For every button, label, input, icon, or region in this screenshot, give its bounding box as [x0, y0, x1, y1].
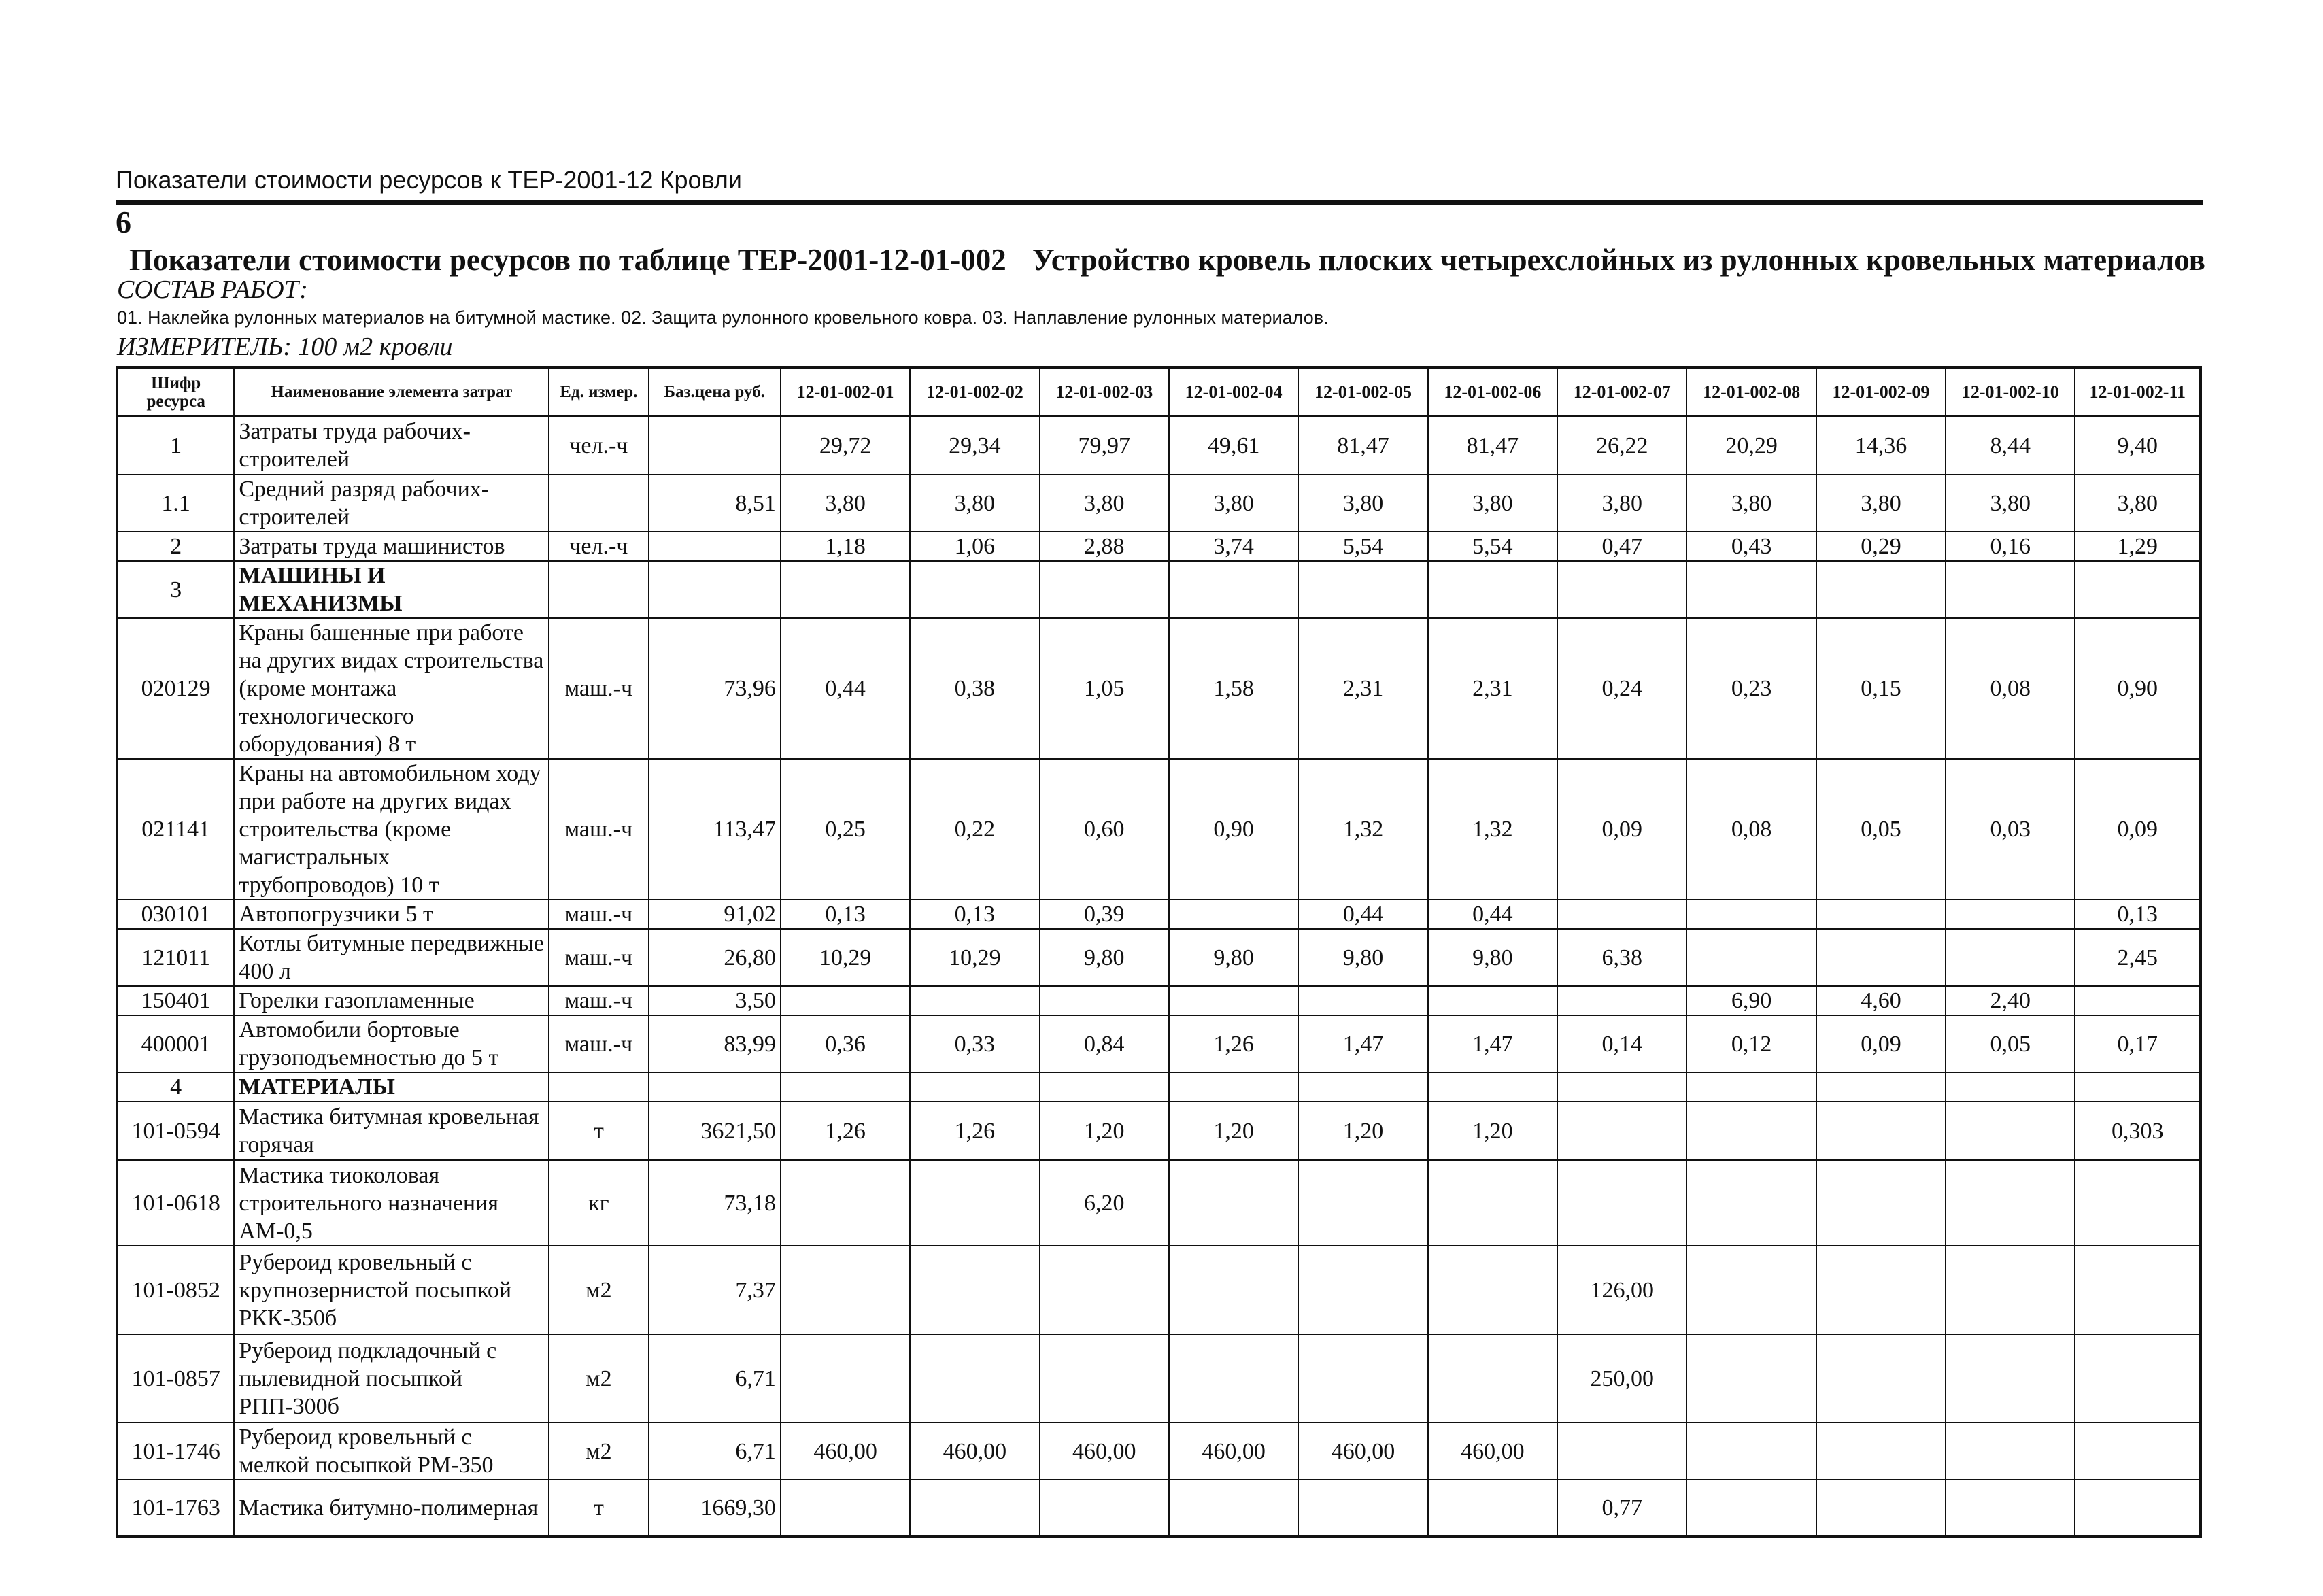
value-cell: 460,00 [1169, 1423, 1298, 1480]
header-name: Наименование элемента затрат [234, 367, 549, 416]
value-cell [1169, 1334, 1298, 1423]
resource-code: 150401 [117, 986, 234, 1015]
value-cell [1946, 1334, 2075, 1423]
value-cell [1169, 1246, 1298, 1334]
value-cell [781, 1072, 910, 1102]
header-col: 12-01-002-02 [910, 367, 1039, 416]
value-cell: 5,54 [1428, 532, 1557, 561]
value-cell: 3,80 [2075, 475, 2201, 532]
value-cell: 0,44 [1428, 900, 1557, 929]
unit-cell: маш.-ч [549, 986, 648, 1015]
value-cell: 2,88 [1040, 532, 1169, 561]
value-cell [781, 1246, 910, 1334]
value-cell: 14,36 [1816, 416, 1946, 475]
table-row [117, 1015, 2201, 1072]
value-cell [1298, 986, 1427, 1015]
value-cell: 460,00 [1040, 1423, 1169, 1480]
header-col: 12-01-002-07 [1557, 367, 1686, 416]
value-cell: 3,80 [1298, 475, 1427, 532]
unit-cell [549, 1072, 648, 1102]
value-cell: 0,08 [1686, 759, 1816, 900]
price-cell: 91,02 [649, 900, 781, 929]
value-cell [1298, 1334, 1427, 1423]
value-cell [1557, 1160, 1686, 1246]
value-cell: 2,40 [1946, 986, 2075, 1015]
value-cell: 0,13 [781, 900, 910, 929]
value-cell: 0,90 [2075, 618, 2201, 759]
unit-cell: маш.-ч [549, 900, 648, 929]
value-cell: 2,31 [1428, 618, 1557, 759]
value-cell: 0,05 [1816, 759, 1946, 900]
resource-code: 400001 [117, 1015, 234, 1072]
resource-name: Горелки газопламенные [234, 986, 549, 1015]
table-header-row [117, 367, 2201, 416]
value-cell: 1,26 [781, 1102, 910, 1160]
value-cell: 0,16 [1946, 532, 2075, 561]
value-cell: 0,33 [910, 1015, 1039, 1072]
value-cell: 0,23 [1686, 618, 1816, 759]
value-cell: 3,80 [1816, 475, 1946, 532]
value-cell: 6,90 [1686, 986, 1816, 1015]
value-cell: 1,18 [781, 532, 910, 561]
value-cell [910, 1246, 1039, 1334]
unit-cell: маш.-ч [549, 759, 648, 900]
value-cell: 0,39 [1040, 900, 1169, 929]
table-row [117, 759, 2201, 900]
table-row [117, 1480, 2201, 1537]
price-cell: 3621,50 [649, 1102, 781, 1160]
works-description: 01. Наклейка рулонных материалов на битумной мастике. 02. Защита рулонного кровельного ковра. 03. Наплавление рулонных материалов. [117, 307, 1329, 328]
value-cell [2075, 561, 2201, 618]
table-row [117, 475, 2201, 532]
value-cell: 3,80 [1686, 475, 1816, 532]
price-cell: 73,96 [649, 618, 781, 759]
value-cell [1428, 1072, 1557, 1102]
value-cell: 0,44 [781, 618, 910, 759]
value-cell: 3,80 [781, 475, 910, 532]
value-cell [1686, 1334, 1816, 1423]
value-cell [1169, 561, 1298, 618]
value-cell [2075, 1334, 2201, 1423]
value-cell [1040, 1334, 1169, 1423]
value-cell [1298, 1246, 1427, 1334]
price-cell: 73,18 [649, 1160, 781, 1246]
resource-name: МАТЕРИАЛЫ [234, 1072, 549, 1102]
value-cell [910, 1160, 1039, 1246]
value-cell: 8,44 [1946, 416, 2075, 475]
table-body [117, 416, 2201, 1537]
resource-name: Котлы битумные передвижные 400 л [234, 929, 549, 986]
value-cell [910, 561, 1039, 618]
table-row [117, 532, 2201, 561]
value-cell [2075, 1246, 2201, 1334]
value-cell: 0,44 [1298, 900, 1427, 929]
value-cell: 49,61 [1169, 416, 1298, 475]
value-cell: 10,29 [910, 929, 1039, 986]
value-cell [1686, 900, 1816, 929]
resource-code: 020129 [117, 618, 234, 759]
value-cell: 0,03 [1946, 759, 2075, 900]
value-cell [1428, 1480, 1557, 1537]
value-cell [1428, 986, 1557, 1015]
table-row [117, 1246, 2201, 1334]
title-left: Показатели стоимости ресурсов по таблице ТЕР-2001-12-01-002 [129, 243, 1006, 277]
unit-cell: маш.-ч [549, 618, 648, 759]
header-unit: Ед. измер. [549, 367, 648, 416]
value-cell [1298, 1480, 1427, 1537]
unit-cell: маш.-ч [549, 929, 648, 986]
value-cell: 9,80 [1169, 929, 1298, 986]
value-cell [1169, 1480, 1298, 1537]
header-col: 12-01-002-10 [1946, 367, 2075, 416]
value-cell [1816, 1072, 1946, 1102]
value-cell: 6,38 [1557, 929, 1686, 986]
price-cell: 26,80 [649, 929, 781, 986]
value-cell: 0,60 [1040, 759, 1169, 900]
value-cell [1816, 1480, 1946, 1537]
value-cell [1169, 1072, 1298, 1102]
value-cell: 20,29 [1686, 416, 1816, 475]
value-cell: 9,80 [1298, 929, 1427, 986]
resource-name: Средний разряд рабочих-строителей [234, 475, 549, 532]
value-cell: 3,80 [1557, 475, 1686, 532]
value-cell [1428, 1160, 1557, 1246]
value-cell [2075, 1423, 2201, 1480]
resource-name: Краны на автомобильном ходу при работе на других видах строительства (кроме магистральных трубопроводов) 10 т [234, 759, 549, 900]
value-cell [1040, 1480, 1169, 1537]
value-cell [1298, 1072, 1427, 1102]
unit-cell [549, 561, 648, 618]
value-cell: 0,22 [910, 759, 1039, 900]
value-cell: 1,32 [1428, 759, 1557, 900]
value-cell [1040, 986, 1169, 1015]
value-cell: 1,29 [2075, 532, 2201, 561]
value-cell [1686, 1246, 1816, 1334]
unit-cell: чел.-ч [549, 532, 648, 561]
value-cell: 0,17 [2075, 1015, 2201, 1072]
value-cell [2075, 1480, 2201, 1537]
unit-cell: чел.-ч [549, 416, 648, 475]
value-cell: 5,54 [1298, 532, 1427, 561]
value-cell: 0,14 [1557, 1015, 1686, 1072]
value-cell [1946, 1102, 2075, 1160]
value-cell: 9,80 [1040, 929, 1169, 986]
value-cell [910, 986, 1039, 1015]
value-cell: 1,58 [1169, 618, 1298, 759]
value-cell: 81,47 [1428, 416, 1557, 475]
table-row [117, 1334, 2201, 1423]
value-cell: 3,80 [1169, 475, 1298, 532]
value-cell [910, 1480, 1039, 1537]
value-cell: 0,12 [1686, 1015, 1816, 1072]
value-cell [1040, 561, 1169, 618]
header-col: 12-01-002-04 [1169, 367, 1298, 416]
value-cell [1298, 1160, 1427, 1246]
value-cell: 10,29 [781, 929, 910, 986]
value-cell: 2,45 [2075, 929, 2201, 986]
price-cell: 3,50 [649, 986, 781, 1015]
price-cell [649, 416, 781, 475]
header-col: 12-01-002-11 [2075, 367, 2201, 416]
resource-name: Затраты труда рабочих-строителей [234, 416, 549, 475]
value-cell [1816, 1102, 1946, 1160]
resource-name: Затраты труда машинистов [234, 532, 549, 561]
value-cell [2075, 986, 2201, 1015]
table-row [117, 986, 2201, 1015]
unit-cell: кг [549, 1160, 648, 1246]
value-cell [781, 1160, 910, 1246]
resource-code: 101-1763 [117, 1480, 234, 1537]
unit-cell: т [549, 1102, 648, 1160]
value-cell: 29,72 [781, 416, 910, 475]
resource-code: 101-0594 [117, 1102, 234, 1160]
value-cell [1816, 1160, 1946, 1246]
value-cell [1686, 1072, 1816, 1102]
header-rule [116, 200, 2203, 205]
value-cell: 460,00 [781, 1423, 910, 1480]
value-cell [1428, 1246, 1557, 1334]
value-cell: 1,47 [1298, 1015, 1427, 1072]
unit-cell: м2 [549, 1334, 648, 1423]
table-row [117, 1072, 2201, 1102]
resource-code: 021141 [117, 759, 234, 900]
value-cell: 0,09 [1557, 759, 1686, 900]
resource-code: 3 [117, 561, 234, 618]
value-cell: 0,36 [781, 1015, 910, 1072]
unit-cell: м2 [549, 1423, 648, 1480]
value-cell: 1,32 [1298, 759, 1427, 900]
value-cell [1816, 900, 1946, 929]
header-col: 12-01-002-06 [1428, 367, 1557, 416]
value-cell: 1,20 [1298, 1102, 1427, 1160]
table-row [117, 929, 2201, 986]
value-cell [1816, 929, 1946, 986]
resource-code: 101-0852 [117, 1246, 234, 1334]
value-cell: 126,00 [1557, 1246, 1686, 1334]
value-cell: 0,29 [1816, 532, 1946, 561]
measure-label: ИЗМЕРИТЕЛЬ: 100 м2 кровли [117, 333, 453, 361]
value-cell [781, 986, 910, 1015]
value-cell [2075, 1160, 2201, 1246]
value-cell: 0,84 [1040, 1015, 1169, 1072]
value-cell [781, 1334, 910, 1423]
value-cell: 2,31 [1298, 618, 1427, 759]
value-cell [1169, 986, 1298, 1015]
value-cell: 1,20 [1428, 1102, 1557, 1160]
resource-code: 121011 [117, 929, 234, 986]
unit-cell: м2 [549, 1246, 648, 1334]
value-cell [1686, 1160, 1816, 1246]
price-cell: 1669,30 [649, 1480, 781, 1537]
unit-cell: маш.-ч [549, 1015, 648, 1072]
value-cell [1946, 929, 2075, 986]
value-cell [1686, 1102, 1816, 1160]
value-cell [1946, 1423, 2075, 1480]
value-cell [1040, 1072, 1169, 1102]
value-cell [1557, 1102, 1686, 1160]
header-col: 12-01-002-03 [1040, 367, 1169, 416]
resource-name: Мастика битумно-полимерная [234, 1480, 549, 1537]
value-cell: 3,80 [910, 475, 1039, 532]
resource-name: Рубероид кровельный с мелкой посыпкой РМ-350 [234, 1423, 549, 1480]
resource-code: 101-0618 [117, 1160, 234, 1246]
price-cell: 6,71 [649, 1423, 781, 1480]
price-cell: 8,51 [649, 475, 781, 532]
value-cell: 81,47 [1298, 416, 1427, 475]
resource-name: Рубероид подкладочный с пылевидной посыпкой РПП-300б [234, 1334, 549, 1423]
value-cell: 1,20 [1169, 1102, 1298, 1160]
value-cell: 0,43 [1686, 532, 1816, 561]
value-cell [1946, 1480, 2075, 1537]
value-cell: 0,05 [1946, 1015, 2075, 1072]
composition-label: СОСТАВ РАБОТ: [117, 275, 308, 304]
value-cell [1557, 1072, 1686, 1102]
value-cell [1686, 1423, 1816, 1480]
value-cell [1686, 1480, 1816, 1537]
value-cell: 460,00 [1428, 1423, 1557, 1480]
price-cell: 7,37 [649, 1246, 781, 1334]
resource-name: Автомобили бортовые грузоподъемностью до 5 т [234, 1015, 549, 1072]
table-row [117, 900, 2201, 929]
running-header: Показатели стоимости ресурсов к ТЕР-2001-12 Кровли [116, 166, 742, 194]
value-cell: 460,00 [910, 1423, 1039, 1480]
value-cell [1169, 900, 1298, 929]
resource-code: 1.1 [117, 475, 234, 532]
resource-code: 030101 [117, 900, 234, 929]
value-cell: 250,00 [1557, 1334, 1686, 1423]
value-cell [1557, 561, 1686, 618]
table-row [117, 561, 2201, 618]
title-right: Устройство кровель плоских четырехслойных из рулонных кровельных материалов [1032, 243, 2205, 277]
page-number: 6 [116, 205, 131, 239]
table-row [117, 1102, 2201, 1160]
header-col: 12-01-002-09 [1816, 367, 1946, 416]
resource-code: 101-0857 [117, 1334, 234, 1423]
value-cell [1557, 900, 1686, 929]
resource-code: 4 [117, 1072, 234, 1102]
value-cell: 9,80 [1428, 929, 1557, 986]
table-row [117, 618, 2201, 759]
value-cell: 0,09 [1816, 1015, 1946, 1072]
value-cell: 1,06 [910, 532, 1039, 561]
header-col: 12-01-002-08 [1686, 367, 1816, 416]
value-cell: 3,80 [1428, 475, 1557, 532]
value-cell [910, 1072, 1039, 1102]
resource-code: 2 [117, 532, 234, 561]
value-cell: 1,26 [910, 1102, 1039, 1160]
resource-name: МАШИНЫ И МЕХАНИЗМЫ [234, 561, 549, 618]
value-cell: 0,303 [2075, 1102, 2201, 1160]
value-cell [1946, 1160, 2075, 1246]
resource-name: Рубероид кровельный с крупнозернистой посыпкой РКК-350б [234, 1246, 549, 1334]
value-cell: 0,08 [1946, 618, 2075, 759]
value-cell [1428, 1334, 1557, 1423]
resource-name: Автопогрузчики 5 т [234, 900, 549, 929]
value-cell [1816, 1334, 1946, 1423]
value-cell [1816, 561, 1946, 618]
price-cell [649, 532, 781, 561]
resource-table [116, 366, 2202, 1538]
value-cell: 0,90 [1169, 759, 1298, 900]
value-cell: 29,34 [910, 416, 1039, 475]
value-cell: 3,74 [1169, 532, 1298, 561]
value-cell: 0,13 [910, 900, 1039, 929]
resource-code: 1 [117, 416, 234, 475]
value-cell: 0,77 [1557, 1480, 1686, 1537]
value-cell [1557, 1423, 1686, 1480]
value-cell: 460,00 [1298, 1423, 1427, 1480]
price-cell [649, 561, 781, 618]
value-cell: 0,09 [2075, 759, 2201, 900]
value-cell: 1,26 [1169, 1015, 1298, 1072]
value-cell: 1,20 [1040, 1102, 1169, 1160]
value-cell [2075, 1072, 2201, 1102]
value-cell: 26,22 [1557, 416, 1686, 475]
value-cell [1946, 1246, 2075, 1334]
table-row [117, 1423, 2201, 1480]
value-cell [1169, 1160, 1298, 1246]
header-col: 12-01-002-01 [781, 367, 910, 416]
value-cell [1040, 1246, 1169, 1334]
resource-name: Мастика тиоколовая строительного назначения АМ-0,5 [234, 1160, 549, 1246]
price-cell: 113,47 [649, 759, 781, 900]
value-cell [1428, 561, 1557, 618]
value-cell: 0,15 [1816, 618, 1946, 759]
value-cell: 79,97 [1040, 416, 1169, 475]
value-cell [1686, 929, 1816, 986]
value-cell: 0,25 [781, 759, 910, 900]
value-cell: 3,80 [1040, 475, 1169, 532]
value-cell [1816, 1423, 1946, 1480]
value-cell [1946, 900, 2075, 929]
header-code: Шифр ресурса [117, 367, 234, 416]
value-cell [1946, 561, 2075, 618]
value-cell [910, 1334, 1039, 1423]
header-col: 12-01-002-05 [1298, 367, 1427, 416]
value-cell: 4,60 [1816, 986, 1946, 1015]
unit-cell: т [549, 1480, 648, 1537]
value-cell: 9,40 [2075, 416, 2201, 475]
resource-name: Мастика битумная кровельная горячая [234, 1102, 549, 1160]
resource-code: 101-1746 [117, 1423, 234, 1480]
value-cell: 0,38 [910, 618, 1039, 759]
price-cell: 6,71 [649, 1334, 781, 1423]
table-row [117, 416, 2201, 475]
value-cell: 0,13 [2075, 900, 2201, 929]
table-row [117, 1160, 2201, 1246]
resource-name: Краны башенные при работе на других видах строительства (кроме монтажа технологического оборудования) 8 т [234, 618, 549, 759]
value-cell [1686, 561, 1816, 618]
value-cell [1816, 1246, 1946, 1334]
table-title [129, 242, 2205, 277]
header-price: Баз.цена руб. [649, 367, 781, 416]
price-cell: 83,99 [649, 1015, 781, 1072]
value-cell: 6,20 [1040, 1160, 1169, 1246]
value-cell [1557, 986, 1686, 1015]
value-cell [781, 1480, 910, 1537]
unit-cell [549, 475, 648, 532]
value-cell: 1,05 [1040, 618, 1169, 759]
value-cell: 1,47 [1428, 1015, 1557, 1072]
value-cell [1298, 561, 1427, 618]
value-cell [1946, 1072, 2075, 1102]
value-cell [781, 561, 910, 618]
price-cell [649, 1072, 781, 1102]
value-cell: 0,24 [1557, 618, 1686, 759]
value-cell: 3,80 [1946, 475, 2075, 532]
value-cell: 0,47 [1557, 532, 1686, 561]
